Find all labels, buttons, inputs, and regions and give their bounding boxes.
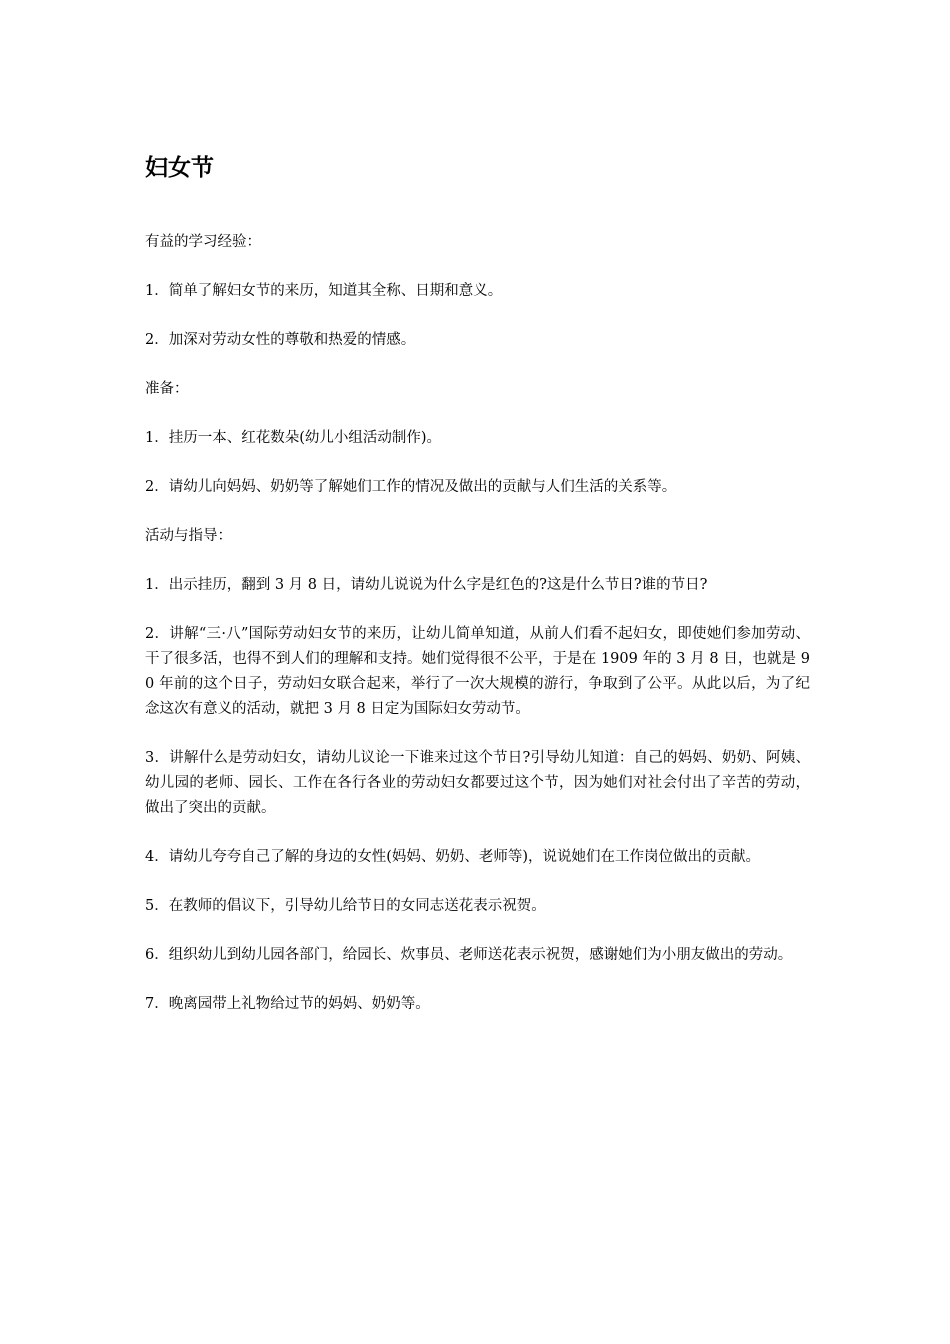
prep-item-2-number: 2． [145,479,169,495]
activity-item-4-number: 4． [145,849,169,865]
goals-heading: 有益的学习经验： [145,234,261,250]
activity-item-7-number: 7． [145,996,169,1012]
goal-item-2-text: 加深对劳动女性的尊敬和热爱的情感。 [168,332,416,348]
activity-heading: 活动与指导： [145,528,232,544]
activity-item-5-text: 在教师的倡议下，引导幼儿给节日的女同志送花表示祝贺。 [168,898,546,914]
activity-item-5 [145,894,810,919]
goal-item-1 [145,279,810,304]
prep-item-1-text: 挂历一本、红花数朵(幼儿小组活动制作)。 [168,430,442,446]
goal-item-2-number: 2． [145,332,169,348]
goal-item-1-text: 简单了解妇女节的来历，知道其全称、日期和意义。 [168,283,503,299]
activity-item-1-text: 出示挂历，翻到 3 月 8 日，请幼儿说说为什么字是红色的?这是什么节日?谁的节日? [168,577,708,593]
goal-item-2 [145,328,810,353]
goal-item-1-number: 1． [145,283,169,299]
activity-item-5-number: 5． [145,898,169,914]
prep-item-1 [145,426,810,451]
activity-item-2-number: 2． [145,626,170,642]
activity-item-6-number: 6． [145,947,169,963]
activity-item-3 [145,746,810,821]
activity-item-7-text: 晚离园带上礼物给过节的妈妈、奶奶等。 [168,996,430,1012]
activity-item-3-text: 讲解什么是劳动妇女，请幼儿议论一下谁来过这个节日?引导幼儿知道：自己的妈妈、奶奶、阿姨、幼儿园的老师、园长、工作在各行各业的劳动妇女都要过这个节，因为她们对社会付出了辛苦的劳动，做出了突出的贡献。 [145,750,810,816]
prep-item-2-text: 请幼儿向妈妈、奶奶等了解她们工作的情况及做出的贡献与人们生活的关系等。 [168,479,677,495]
activity-item-7 [145,992,810,1017]
document-page [145,150,810,1041]
activity-item-1 [145,573,810,598]
activity-item-2 [145,622,810,722]
document-title: 妇女节 [145,155,214,181]
activity-item-3-number: 3． [145,750,170,766]
activity-item-6-text: 组织幼儿到幼儿园各部门，给园长、炊事员、老师送花表示祝贺，感谢她们为小朋友做出的劳动。 [168,947,793,963]
prep-heading: 准备： [145,381,189,397]
activity-item-4-text: 请幼儿夸夸自己了解的身边的女性(妈妈、奶奶、老师等)，说说她们在工作岗位做出的贡献。 [168,849,761,865]
activity-item-4 [145,845,810,870]
prep-item-1-number: 1． [145,430,169,446]
prep-item-2 [145,475,810,500]
activity-item-2-text: 讲解“三·八”国际劳动妇女节的来历，让幼儿简单知道，从前人们看不起妇女，即使她们参加劳动、干了很多活，也得不到人们的理解和支持。她们觉得很不公平，于是在 1909 年的 3 月 8 日，也就是 90 年前的这个日子，劳动妇女联合起来，举行了一次大规模的游行，争取到了公平。从此以后，为了纪念这次有意义的活动，就把 3 月 8 日定为国际妇女劳动节。 [145,626,810,717]
activity-item-6 [145,943,810,968]
activity-item-1-number: 1． [145,577,169,593]
